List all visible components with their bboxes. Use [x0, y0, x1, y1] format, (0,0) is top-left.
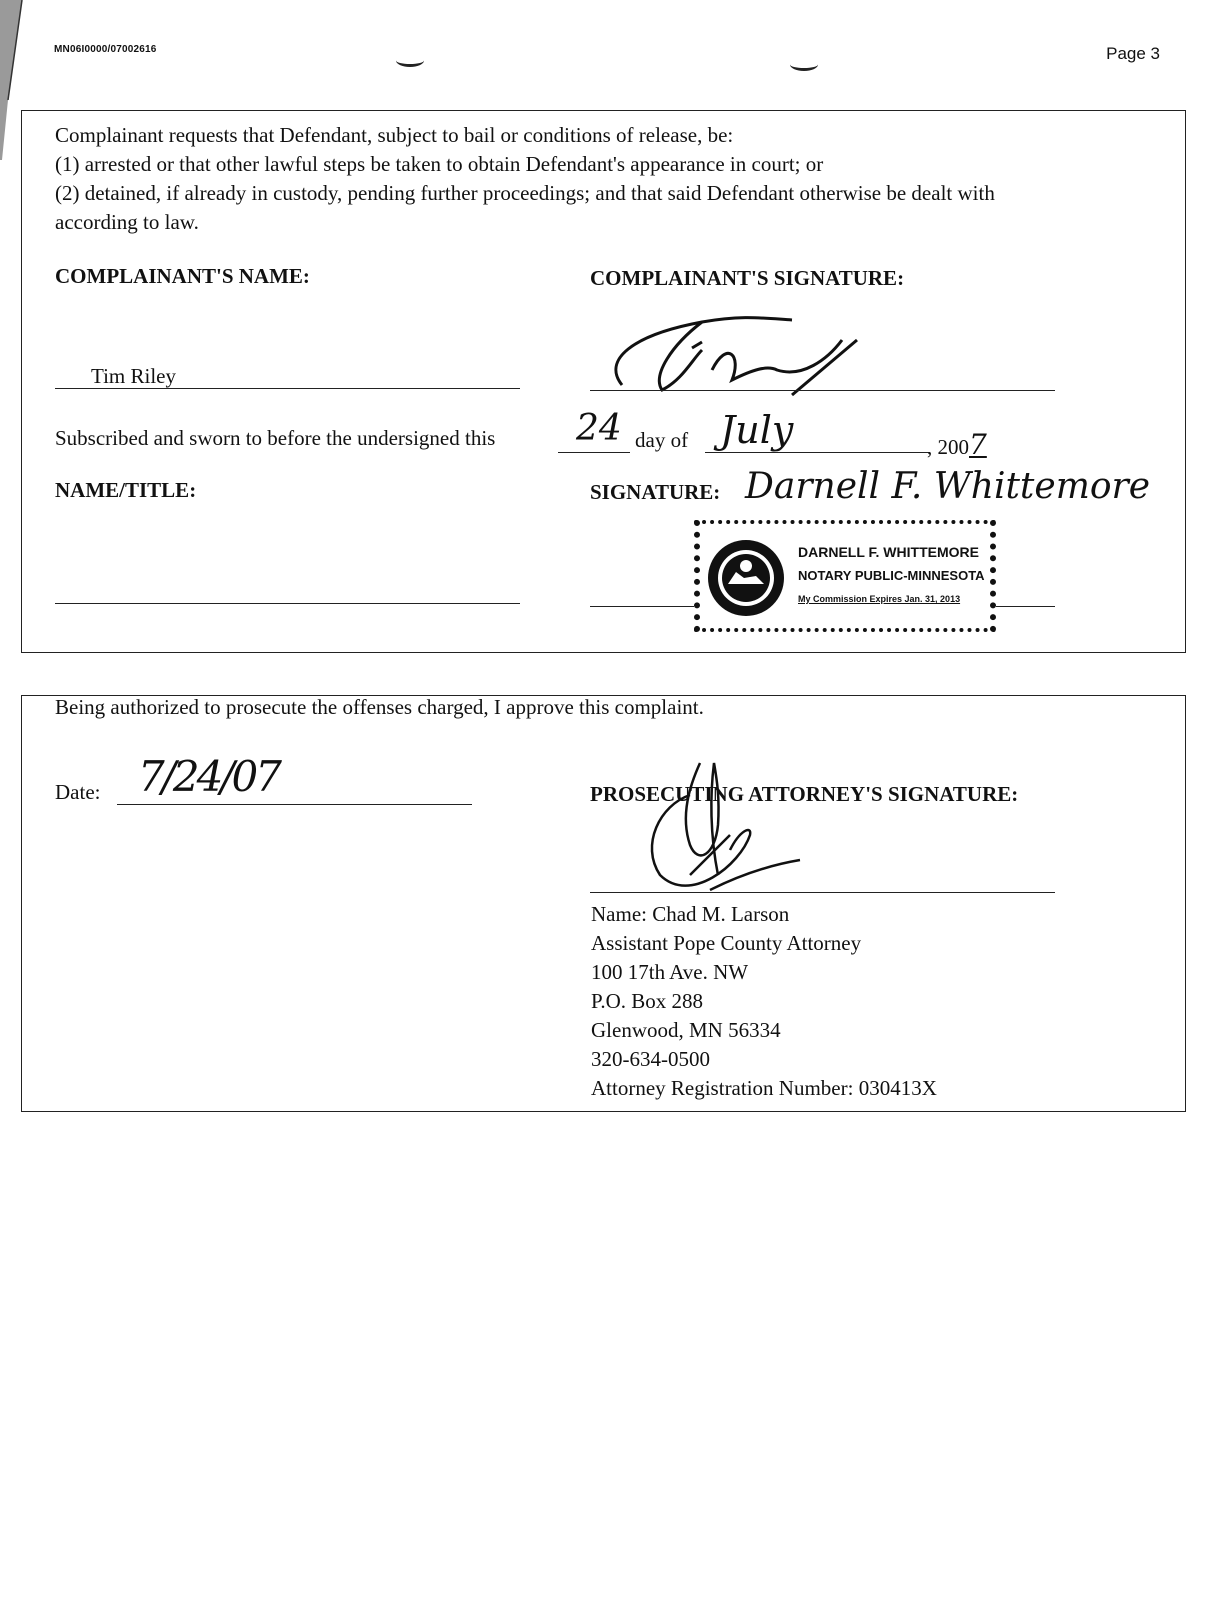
stamp-line-title: NOTARY PUBLIC-MINNESOTA [798, 568, 985, 583]
date-value: 7/24/07 [138, 752, 279, 801]
attorney-signature-label: PROSECUTING ATTORNEY'S SIGNATURE: [590, 782, 1019, 806]
complainant-name-line [55, 388, 520, 389]
sworn-day-of: day of [635, 428, 689, 452]
sworn-prefix: Subscribed and sworn to before the undersigned this [55, 426, 496, 450]
attorney-registration: Attorney Registration Number: 030413X [591, 1076, 937, 1100]
document-id: MN06I0000/07002616 [54, 44, 157, 55]
complainant-name: Tim Riley [91, 364, 177, 388]
request-line: Complainant requests that Defendant, subject to bail or conditions of release, be: [55, 123, 734, 147]
sworn-day: 24 [576, 408, 622, 449]
sworn-year-suffix: 7 [969, 428, 987, 461]
attorney-address-street: 100 17th Ave. NW [591, 960, 749, 984]
attorney-phone: 320-634-0500 [591, 1047, 710, 1071]
sworn-month-line [705, 452, 930, 453]
stamp-line-expiry: My Commission Expires Jan. 31, 2013 [798, 594, 961, 604]
sworn-year [927, 428, 987, 461]
name-title-label: NAME/TITLE: [55, 478, 197, 502]
notary-signature-label: SIGNATURE: [590, 480, 721, 504]
page-number: Page 3 [1106, 44, 1160, 63]
attorney-address-city: Glenwood, MN 56334 [591, 1018, 781, 1042]
attorney-signature [620, 755, 810, 905]
sworn-statement [55, 426, 495, 451]
name-title-line [55, 603, 520, 604]
approval-statement: Being authorized to prosecute the offenses charged, I approve this complaint. [55, 695, 704, 719]
complainant-signature-label: COMPLAINANT'S SIGNATURE: [590, 266, 905, 290]
request-line: (2) detained, if already in custody, pending further proceedings; and that said Defendant otherwise be dealt with [55, 181, 995, 205]
request-line: (1) arrested or that other lawful steps be taken to obtain Defendant's appearance in court; or [55, 152, 824, 176]
punch-hole-mark [396, 54, 424, 67]
attorney-signature-line [590, 892, 1055, 893]
date-label: Date: [55, 780, 101, 804]
notary-signature: Darnell F. Whittemore [745, 466, 1151, 507]
attorney-title: Assistant Pope County Attorney [591, 931, 862, 955]
complainant-signature-line [590, 390, 1055, 391]
state-seal-icon [706, 538, 786, 618]
sworn-day-line [558, 452, 630, 453]
notary-stamp [694, 520, 996, 632]
date-line [117, 804, 472, 805]
complainant-signature [592, 300, 872, 400]
sworn-year-prefix: , 200 [927, 435, 969, 459]
request-line: according to law. [55, 210, 199, 234]
attorney-name: Name: Chad M. Larson [591, 902, 790, 926]
stamp-line-name: DARNELL F. WHITTEMORE [798, 544, 979, 560]
request-paragraph [55, 121, 1165, 237]
sworn-month: July [720, 408, 794, 452]
attorney-info-block [591, 900, 937, 1103]
punch-hole-mark [790, 58, 818, 71]
complainant-name-label: COMPLAINANT'S NAME: [55, 264, 310, 288]
attorney-address-box: P.O. Box 288 [591, 989, 704, 1013]
